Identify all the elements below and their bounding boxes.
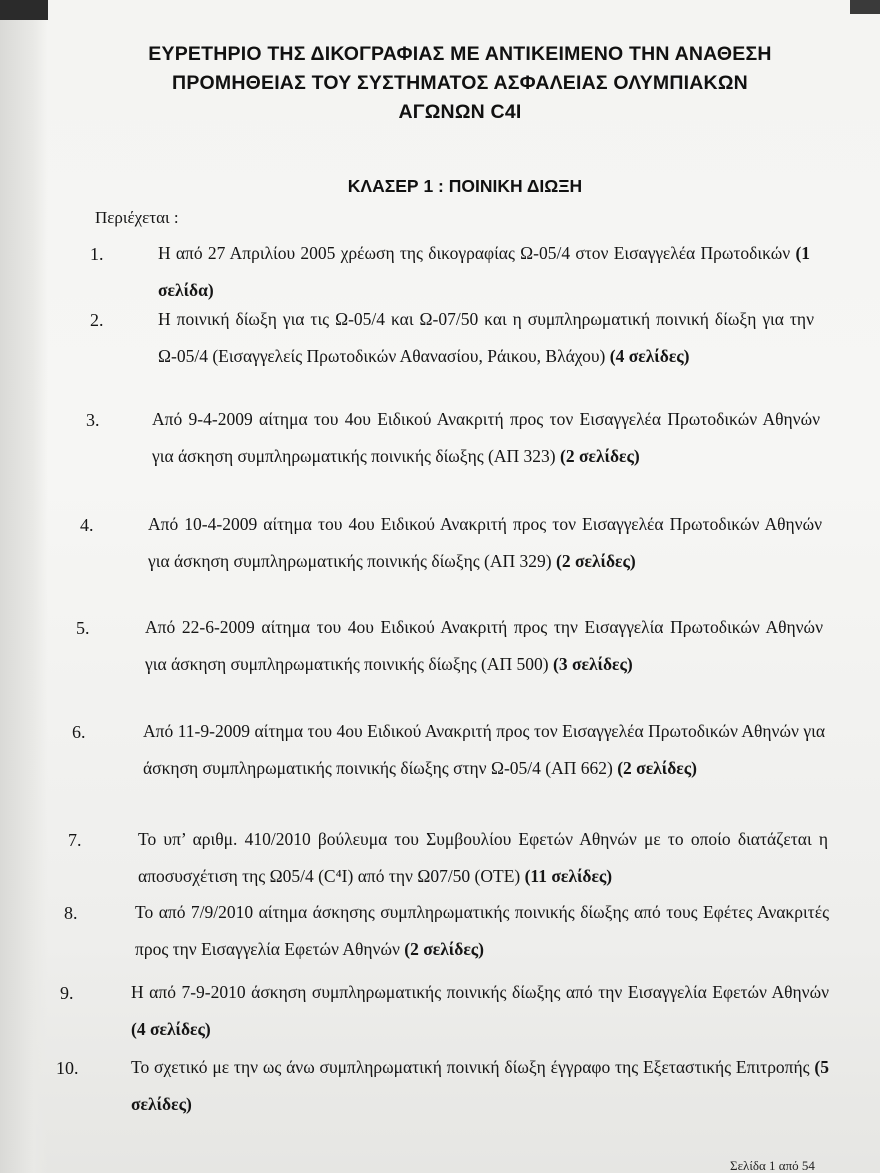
item-number: 3. xyxy=(86,410,100,430)
item-text xyxy=(158,235,810,309)
corner-shadow-right xyxy=(850,0,880,14)
item-text xyxy=(131,1049,829,1123)
item-page-count: (4 σελίδες) xyxy=(609,346,690,366)
corner-shadow xyxy=(0,0,48,20)
item-number: 5. xyxy=(76,618,90,638)
item-page-count: (2 σελίδες) xyxy=(556,551,636,571)
item-description: Από 9-4-2009 αίτημα του 4ου Ειδικού Ανακριτή προς τον Εισαγγελέα Πρωτοδικών Αθηνών για άσκηση συμπληρωματικής ποινικής δίωξης (ΑΠ 323) xyxy=(152,409,820,466)
item-number: 8. xyxy=(64,903,78,923)
item-page-count: (5 σελίδες) xyxy=(131,1057,829,1114)
item-description: Από 11-9-2009 αίτημα του 4ου Ειδικού Ανακριτή προς τον Εισαγγελέα Πρωτοδικών Αθηνών για άσκηση συμπληρωματικής ποινικής δίωξης στην Ω-05/4 (ΑΠ 662) xyxy=(143,721,825,778)
item-number: 10. xyxy=(56,1058,79,1078)
title-line: ΠΡΟΜΗΘΕΙΑΣ ΤΟΥ ΣΥΣΤΗΜΑΤΟΣ ΑΣΦΑΛΕΙΑΣ ΟΛΥΜΠΙΑΚΩΝ xyxy=(172,72,748,94)
item-page-count: (1 σελίδα) xyxy=(158,243,811,300)
item-description: Η από 7-9-2010 άσκηση συμπληρωματικής ποινικής δίωξης από την Εισαγγελία Εφετών Αθηνών xyxy=(131,982,829,1002)
item-number: 6. xyxy=(72,722,86,742)
item-description: Το σχετικό με την ως άνω συμπληρωματική ποινική δίωξη έγγραφο της Εξεταστικής Επιτροπής xyxy=(131,1057,810,1077)
item-description: Από 10-4-2009 αίτημα του 4ου Ειδικού Ανακριτή προς τον Εισαγγελέα Πρωτοδικών Αθηνών για άσκηση συμπληρωματικής ποινικής δίωξης (ΑΠ 329) xyxy=(148,514,822,571)
item-number: 9. xyxy=(60,983,74,1003)
title-line: ΕΥΡΕΤΗΡΙΟ ΤΗΣ ΔΙΚΟΓΡΑΦΙΑΣ ΜΕ ΑΝΤΙΚΕΙΜΕΝΟ ΤΗΝ ΑΝΑΘΕΣΗ xyxy=(148,43,772,65)
page-edge-shadow xyxy=(0,0,48,1173)
item-number: 1. xyxy=(90,244,104,264)
document-title xyxy=(110,40,810,127)
item-text xyxy=(131,974,829,1048)
page-footer: Σελίδα 1 από 54 xyxy=(730,1158,815,1173)
item-number: 2. xyxy=(90,310,104,330)
item-number: 4. xyxy=(80,515,94,535)
item-page-count: (2 σελίδες) xyxy=(404,939,485,959)
item-text xyxy=(152,401,820,475)
item-description: Η από 27 Απριλίου 2005 χρέωση της δικογραφίας Ω-05/4 στον Εισαγγελέα Πρωτοδικών xyxy=(158,243,791,263)
item-page-count: (2 σελίδες) xyxy=(617,758,697,778)
item-text xyxy=(145,609,823,683)
item-number: 7. xyxy=(68,830,82,850)
item-page-count: (3 σελίδες) xyxy=(553,654,633,674)
title-line: ΑΓΩΝΩΝ C4I xyxy=(398,101,522,123)
item-text xyxy=(148,506,822,580)
item-description: Από 22-6-2009 αίτημα του 4ου Ειδικού Ανακριτή προς την Εισαγγελία Πρωτοδικών Αθηνών για άσκηση συμπληρωματικής ποινικής δίωξης (ΑΠ 500) xyxy=(145,617,823,674)
item-page-count: (11 σελίδες) xyxy=(524,866,613,886)
item-description: Η ποινική δίωξη για τις Ω-05/4 και Ω-07/50 και η συμπληρωματική ποινική δίωξη για την Ω-05/4 (Εισαγγελείς Πρωτοδικών Αθανασίου, Ράικου, Βλάχου) xyxy=(158,309,814,366)
item-page-count: (2 σελίδες) xyxy=(560,446,640,466)
item-text xyxy=(158,301,814,375)
item-text xyxy=(135,894,829,968)
contains-label: Περιέχεται : xyxy=(95,208,179,227)
item-page-count: (4 σελίδες) xyxy=(131,1019,211,1039)
item-text xyxy=(143,713,825,787)
section-title: ΚΛΑΣΕΡ 1 : ΠΟΙΝΙΚΗ ΔΙΩΞΗ xyxy=(347,176,583,196)
item-description: Το υπ’ αριθμ. 410/2010 βούλευμα του Συμβουλίου Εφετών Αθηνών με το οποίο διατάζεται η αποσυσχέτιση της Ω05/4 (C⁴I) από την Ω07/50 (ΟΤΕ) xyxy=(138,829,828,886)
item-description: Το από 7/9/2010 αίτημα άσκησης συμπληρωματικής ποινικής δίωξης από τους Εφέτες Ανακριτές προς την Εισαγγελία Εφετών Αθηνών xyxy=(135,902,829,959)
item-text xyxy=(138,821,828,895)
